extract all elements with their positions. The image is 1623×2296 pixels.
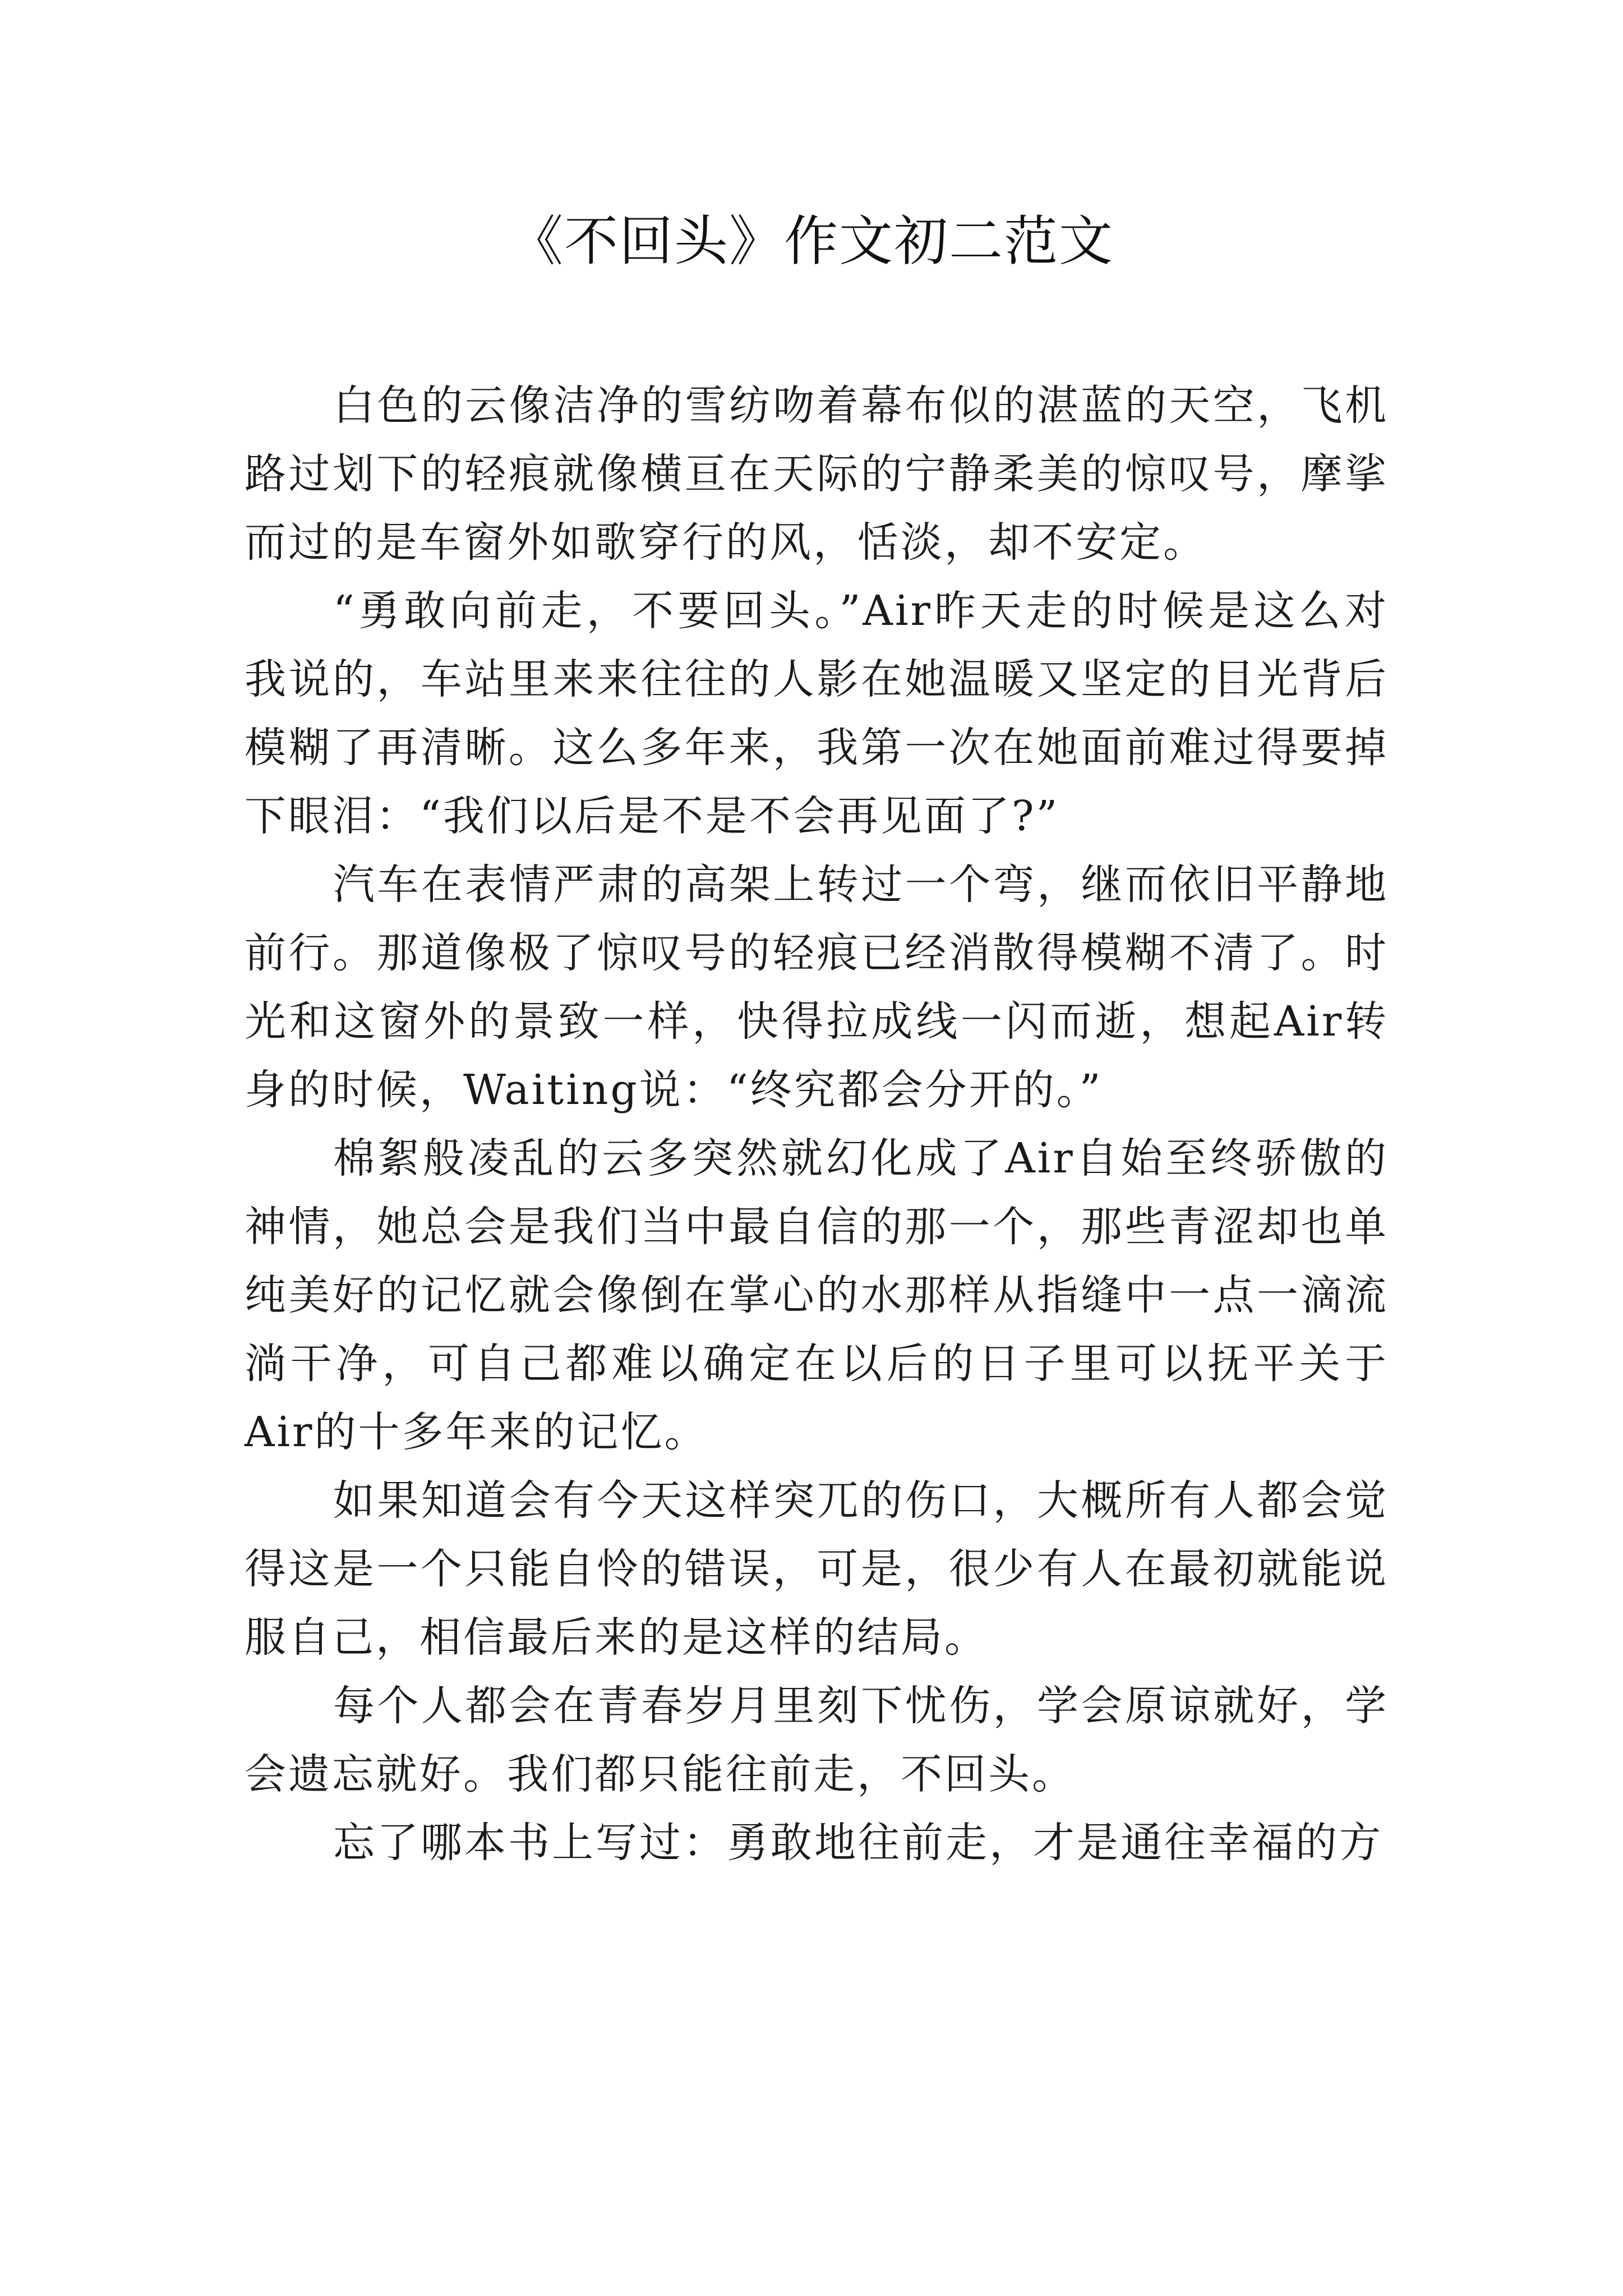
document-body — [245, 371, 1389, 1877]
paragraph: 每个人都会在青春岁月里刻下忧伤，学会原谅就好，学会遗忘就好。我们都只能往前走，不回头。 — [245, 1682, 1389, 1798]
paragraph: 棉絮般凌乱的云多突然就幻化成了Air自始至终骄傲的神情，她总会是我们当中最自信的那一个，那些青涩却也单纯美好的记忆就会像倒在掌心的水那样从指缝中一点一滴流淌干净，可自己都难以确定在以后的日子里可以抚平关于Air的十多年来的记忆。 — [245, 1134, 1389, 1456]
paragraph: 如果知道会有今天这样突兀的伤口，大概所有人都会觉得这是一个只能自怜的错误，可是，很少有人在最初就能说服自己，相信最后来的是这样的结局。 — [245, 1476, 1389, 1662]
paragraph: 白色的云像洁净的雪纺吻着幕布似的湛蓝的天空，飞机路过划下的轻痕就像横亘在天际的宁静柔美的惊叹号，摩挲而过的是车窗外如歌穿行的风，恬淡，却不安定。 — [245, 381, 1389, 567]
paragraph: “勇敢向前走，不要回头。”Air昨天走的时候是这么对我说的，车站里来来往往的人影在她温暖又坚定的目光背后模糊了再清晰。这么多年来，我第一次在她面前难过得要掉下眼泪：“我们以后是不是不会再见面了?” — [245, 587, 1389, 840]
paragraph: 汽车在表情严肃的高架上转过一个弯，继而依旧平静地前行。那道像极了惊叹号的轻痕已经消散得模糊不清了。时光和这窗外的景致一样，快得拉成线一闪而逝，想起Air转身的时候，Waiting说：“终究都会分开的。” — [245, 861, 1389, 1114]
paragraph: 忘了哪本书上写过：勇敢地往前走，才是通往幸福的方 — [333, 1819, 1383, 1867]
document-title: 《不回头》作文初二范文 — [509, 210, 1114, 273]
